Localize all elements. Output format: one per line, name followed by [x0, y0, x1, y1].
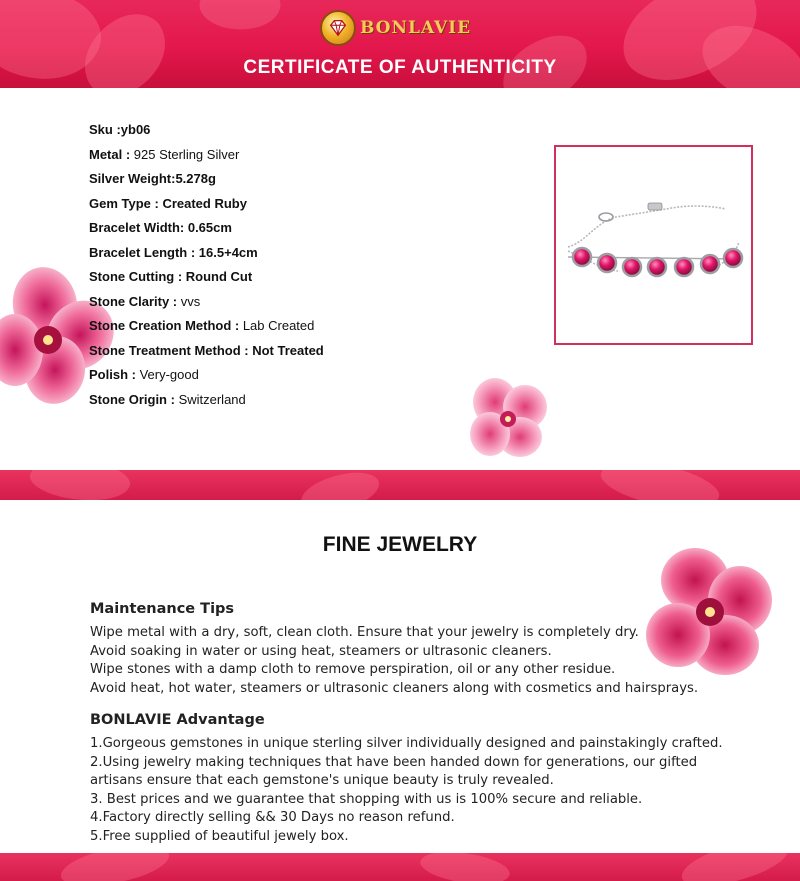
fine-jewelry-title: FINE JEWELRY	[322, 533, 478, 556]
band-petal	[298, 470, 383, 500]
maintenance-line: Avoid soaking in water or using heat, steamers or ultrasonic cleaners.	[90, 643, 552, 659]
bracelet-image	[556, 147, 751, 343]
advantage-line: 2.Using jewelry making techniques that have been handed down for generations, our gifted	[90, 754, 698, 770]
footer-band	[0, 853, 800, 881]
section-divider-band	[0, 470, 800, 500]
band-petal	[58, 853, 172, 881]
band-petal	[677, 853, 792, 881]
maintenance-line: Wipe metal with a dry, soft, clean cloth. Ensure that your jewelry is completely dry.	[90, 625, 639, 640]
spec-row-stone-cutting: Stone Cutting : Round Cut	[89, 269, 253, 284]
advantage-line: 4.Factory directly selling && 30 Days no reason refund.	[90, 810, 455, 825]
spec-row-polish: Polish : Very-good	[89, 367, 199, 382]
advantage-line: 1.Gorgeous gemstones in unique sterling silver individually designed and painstakingly crafted.	[90, 736, 723, 751]
brand-logo	[320, 6, 480, 50]
band-petal	[597, 470, 723, 500]
spec-row-bracelet-width: Bracelet Width: 0.65cm	[89, 220, 232, 235]
spec-row-creation-method: Stone Creation Method : Lab Created	[89, 318, 315, 333]
advantage-heading: BONLAVIE Advantage	[90, 712, 265, 728]
advantage-list	[90, 735, 770, 846]
advantage-line: 5.Free supplied of beautiful jewely box.	[90, 828, 349, 844]
spec-row-sku: Sku :yb06	[89, 122, 151, 137]
banner-petal	[196, 0, 283, 37]
spec-row-stone-clarity: Stone Clarity : vvs	[89, 293, 201, 309]
spec-row-metal: Metal : 925 Sterling Silver	[89, 146, 240, 162]
spec-row-bracelet-length: Bracelet Length : 16.5+4cm	[89, 244, 258, 260]
spec-list	[89, 118, 509, 412]
banner-title: CERTIFICATE OF AUTHENTICITY	[243, 57, 557, 78]
maintenance-line: Wipe stones with a damp cloth to remove perspiration, oil or any other residue.	[90, 662, 616, 677]
band-petal	[27, 470, 132, 500]
maintenance-line: Avoid heat, hot water, steamers or ultrasonic cleaners along with cosmetics and hairsprays.	[90, 680, 699, 696]
logo-gem-icon	[320, 10, 356, 46]
maintenance-heading: Maintenance Tips	[90, 601, 235, 617]
product-image-frame	[554, 145, 753, 345]
brand-name: BONLAVIE	[360, 18, 472, 38]
band-petal	[418, 853, 512, 881]
advantage-line: 3. Best prices and we guarantee that shopping with us is 100% secure and reliable.	[90, 791, 643, 807]
spec-row-gem-type: Gem Type : Created Ruby	[89, 195, 247, 211]
certificate-banner	[0, 0, 800, 88]
spec-row-stone-origin: Stone Origin : Switzerland	[89, 391, 246, 407]
maintenance-tips	[90, 624, 770, 698]
spec-row-treatment-method: Stone Treatment Method : Not Treated	[89, 342, 324, 358]
advantage-line: artisans ensure that each gemstone's unique beauty is truly revealed.	[90, 773, 554, 788]
spec-row-silver-weight: Silver Weight:5.278g	[89, 171, 216, 186]
